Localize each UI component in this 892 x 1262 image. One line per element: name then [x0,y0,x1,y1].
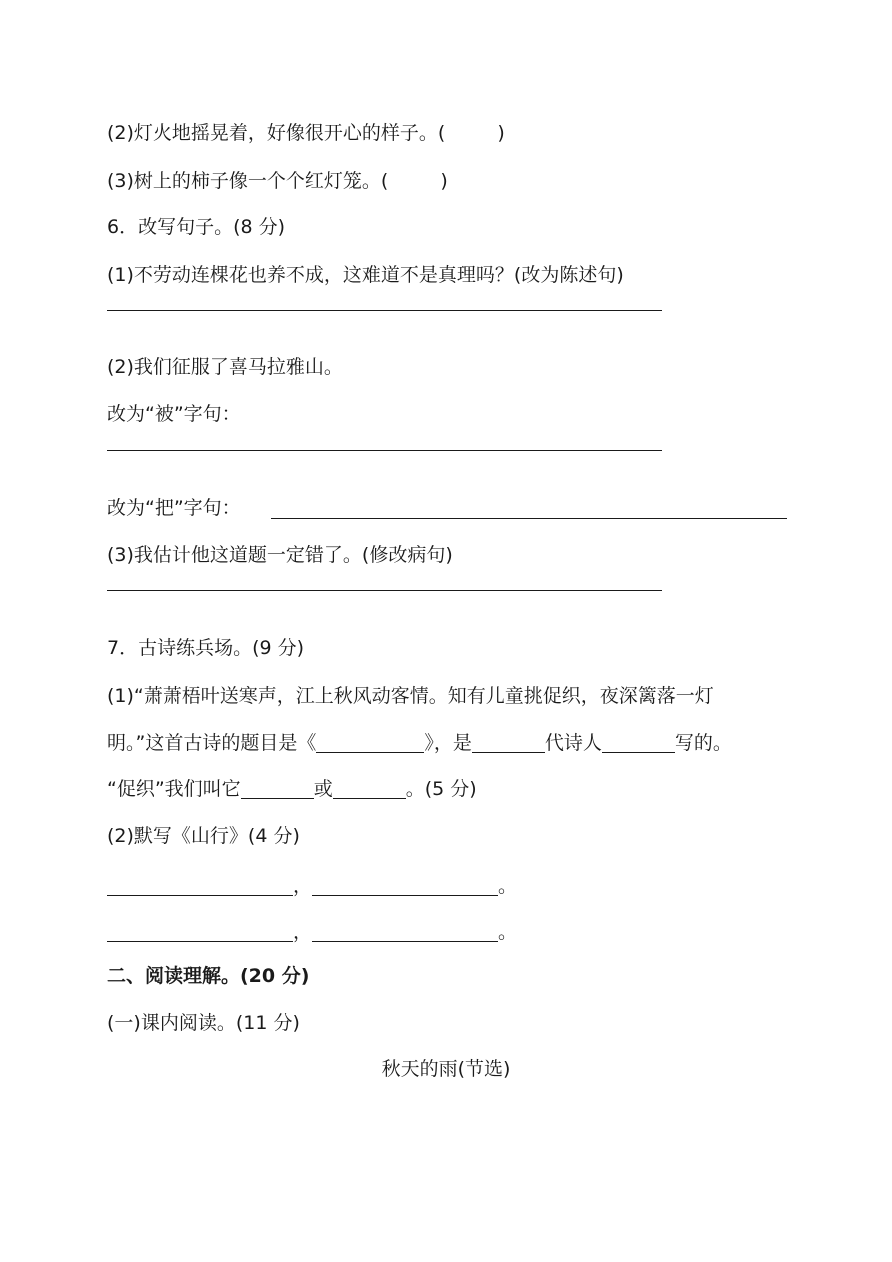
q7-item-1-line-3 [107,777,477,801]
q7-poem-row-2-period: 。 [498,921,518,943]
q7-item-1-line-1: (1)“萧萧梧叶送寒声，江上秋风动客情。知有儿童挑促织，夜深篱落一灯 [107,685,714,707]
q7-poem-line-1-blank[interactable] [107,875,293,896]
q7-poem-row-1 [107,874,517,898]
q5-item-3 [107,169,448,193]
q7-poem-line-3-blank[interactable] [107,921,293,942]
q7-poem-row-1-period: 。 [498,875,518,897]
section-2-sub-1: (一)课内阅读。(11 分) [107,1012,300,1034]
q5-item-3-close: ) [440,170,448,192]
q7-poet-blank[interactable] [602,732,675,753]
q6-item-1-answer-line[interactable] [107,310,662,311]
q7-cuzhi-or: 或 [313,778,333,800]
q6-ba-row [107,496,241,520]
q6-item-3: (3)我估计他这道题一定错了。(修改病句) [107,544,453,566]
q7-item-2: (2)默写《山行》(4 分) [107,825,300,847]
q7-poem-line-4-blank[interactable] [312,921,498,942]
q7-item-1-line-2 [107,731,732,755]
q7-poem-line-2-blank[interactable] [312,875,498,896]
q7-poem-row-2 [107,920,517,944]
q7-cuzhi-blank-1[interactable] [241,778,314,799]
q7-cuzhi-blank-2[interactable] [333,778,406,799]
q6-item-1: (1)不劳动连棵花也养不成，这难道不是真理吗？(改为陈述句) [107,264,624,286]
q7-poem-question-mid2: 代诗人 [544,732,602,754]
q6-ba-label: 改为“把”字句： [107,497,241,519]
q7-cuzhi-prefix: “促织”我们叫它 [107,778,241,800]
q6-ba-answer-line[interactable] [271,494,787,519]
q5-item-2 [107,121,505,145]
q6-bei-answer-line[interactable] [107,450,662,451]
q6-title: 6．改写句子。(8 分) [107,216,286,238]
q7-poem-row-2-comma: ， [293,921,313,943]
q7-poem-question-suffix: 写的。 [674,732,732,754]
passage-title: 秋天的雨(节选) [381,1058,511,1080]
q6-item-3-answer-line[interactable] [107,590,662,591]
q7-poem-question-prefix: 明。”这首古诗的题目是《 [107,732,317,754]
q7-title: 7．古诗练兵场。(9 分) [107,637,305,659]
q5-item-2-text: (2)灯火地摇晃着，好像很开心的样子。( [107,122,446,144]
q7-poem-row-1-comma: ， [293,875,313,897]
q6-bei-label: 改为“被”字句： [107,403,241,425]
q5-item-2-close: ) [497,122,505,144]
q7-cuzhi-suffix: 。(5 分) [405,778,477,800]
q6-item-2: (2)我们征服了喜马拉雅山。 [107,356,343,378]
q5-item-3-text: (3)树上的柿子像一个个红灯笼。( [107,170,389,192]
section-2-title: 二、阅读理解。(20 分) [107,965,310,987]
q7-dynasty-blank[interactable] [472,732,545,753]
q7-poem-title-blank[interactable] [316,732,424,753]
q7-poem-question-mid1: 》，是 [424,732,472,754]
